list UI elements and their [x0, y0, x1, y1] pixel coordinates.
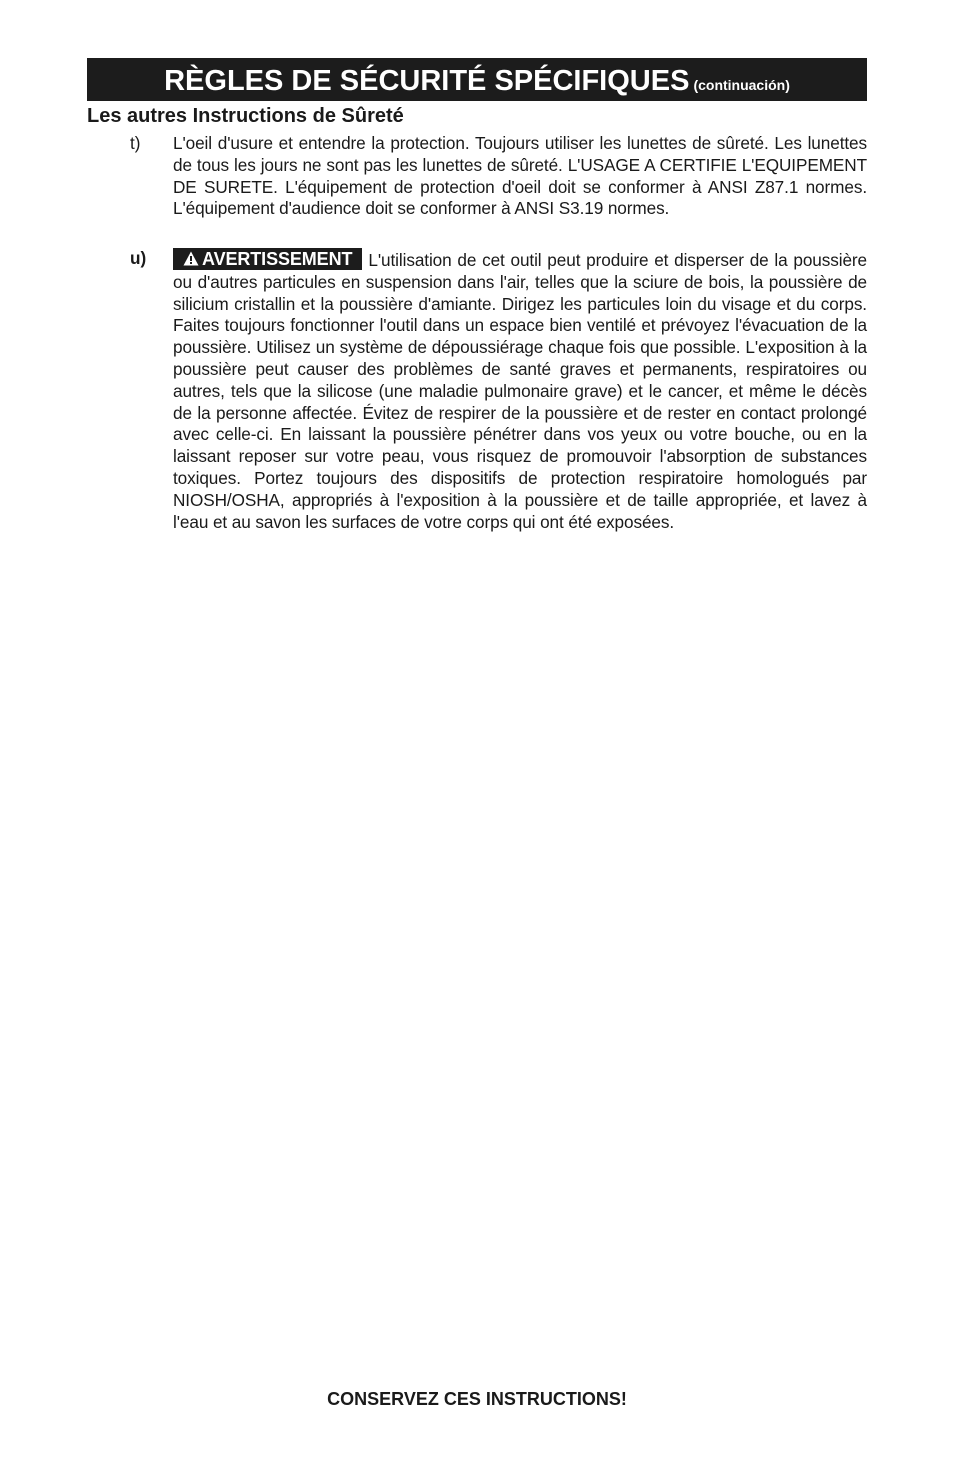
list-item-label: t)	[130, 133, 141, 153]
warning-badge	[173, 248, 362, 270]
warning-badge-label: AVERTISSEMENT	[202, 249, 353, 269]
list-item-text	[173, 248, 867, 533]
page-title: RÈGLES DE SÉCURITÉ SPÉCIFIQUES	[164, 65, 690, 97]
footer-note: CONSERVEZ CES INSTRUCTIONS!	[327, 1389, 627, 1409]
warning-text: L'utilisation de cet outil peut produire et disperser de la poussière ou d'autres particules en suspension dans l'air, telles que la sciure de bois, la poussière de silicium cristallin et la poussière d'amiante. Dirigez les particules loin du visage et du corps. Faites toujours fonctionner l'outil dans un espace bien ventilé et prévoyez l'évacuation de la poussière. Utilisez un système de dépoussiérage chaque fois que possible. L'exposition à la poussière peut causer des problèmes de santé graves et permanents, respiratoires ou autres, tels que la silicose (une maladie pulmonaire grave) et le cancer, et même le décès de la personne affectée. Évitez de respirer de la poussière et de rester en contact prolongé avec celle-ci. En laissant la poussière pénétrer dans vos yeux ou votre bouche, ou en la laissant reposer sur votre peau, vous risquez de promouvoir l'absorption de substances toxiques. Portez toujours des dispositifs de protection respiratoire homologués par NIOSH/OSHA, appropriés à l'exposition à la poussière et de taille appropriée, et lavez à l'eau et au savon les surfaces de votre corps qui ont été exposées.	[173, 250, 867, 532]
warning-triangle-icon	[183, 251, 199, 266]
section-heading: Les autres Instructions de Sûreté	[87, 105, 404, 127]
list-item-text: L'oeil d'usure et entendre la protection. Toujours utiliser les lunettes de sûreté. Les lunettes de tous les jours ne sont pas les lunettes de sûreté. L'USAGE A CERTIFIE L'EQUIPEMENT DE SURETE. L'équipement de protection d'oeil doit se conformer à ANSI Z87.1 normes. L'équipement d'audience doit se conformer à ANSI S3.19 normes.	[173, 133, 867, 219]
page-title-bar	[87, 58, 867, 101]
page-subtitle: (continuación)	[693, 77, 790, 93]
list-item-label: u)	[130, 248, 147, 268]
